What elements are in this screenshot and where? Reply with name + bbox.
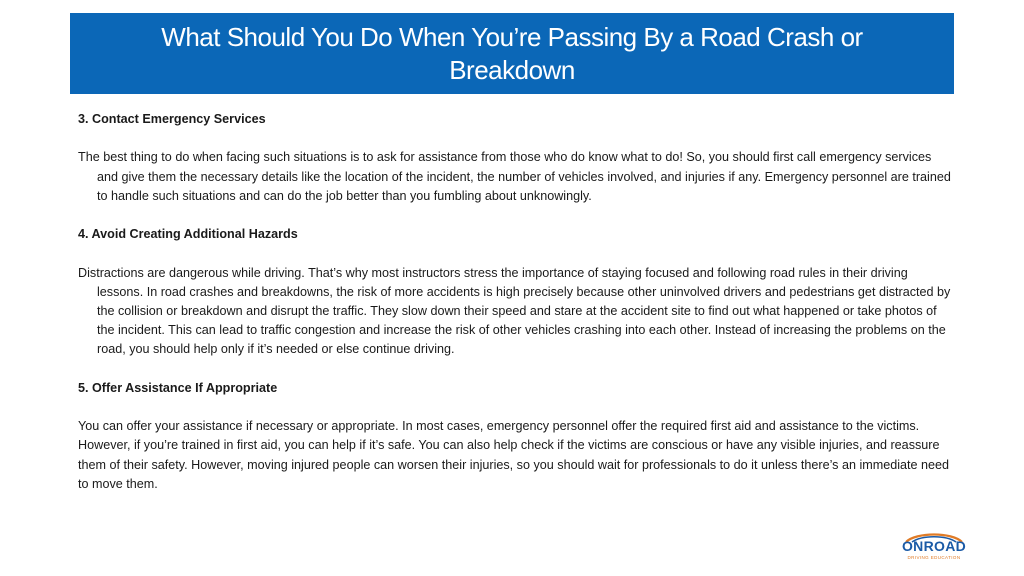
slide-content xyxy=(78,110,954,494)
section-body: Distractions are dangerous while driving. That’s why most instructors stress the importance of staying focused and following road rules in their driving lessons. In road crashes and breakdowns, the risk of more accidents is high precisely because other uninvolved drivers and pedestrians get distracted by the collision or breakdown and disrupt the traffic. They slow down their speed and stare at the accident site to find out what happened or take photos of the incident. This can lead to traffic congestion and increase the risk of other vehicles crashing into each other. Instead of increasing the problems on the road, you should help only if it’s needed or else continue driving. xyxy=(78,265,951,357)
section-heading: 4. Avoid Creating Additional Hazards xyxy=(78,227,298,242)
slide-title: What Should You Do When You’re Passing By a Road Crash or Breakdown xyxy=(161,21,863,85)
section-heading: 5. Offer Assistance If Appropriate xyxy=(78,380,278,395)
section-heading: 3. Contact Emergency Services xyxy=(78,112,266,126)
onroad-logo xyxy=(896,531,972,565)
section-body: You can offer your assistance if necessary or appropriate. In most cases, emergency personnel offer the required first aid and assistance to the victims. However, if you’re trained in first aid, you can help if it’s safe. You can also help check if the victims are conscious or have any visible injuries, and reassure them of their safety. However, moving injured people can worsen their injuries, so you should wait for professionals to do it unless there’s an immediate need to move them. xyxy=(78,419,950,491)
section-body: The best thing to do when facing such situations is to ask for assistance from those who do know what to do! So, you should first call emergency services and give them the necessary details like the location of the incident, the number of vehicles involved, and injuries if any. Emergency personnel are trained to handle such situations and can do the job better than you fumbling about unknowingly. xyxy=(78,150,951,203)
logo-tagline: DRIVING EDUCATION xyxy=(907,555,961,560)
title-bar xyxy=(70,13,954,94)
logo-wordmark: ONROAD xyxy=(901,538,967,554)
